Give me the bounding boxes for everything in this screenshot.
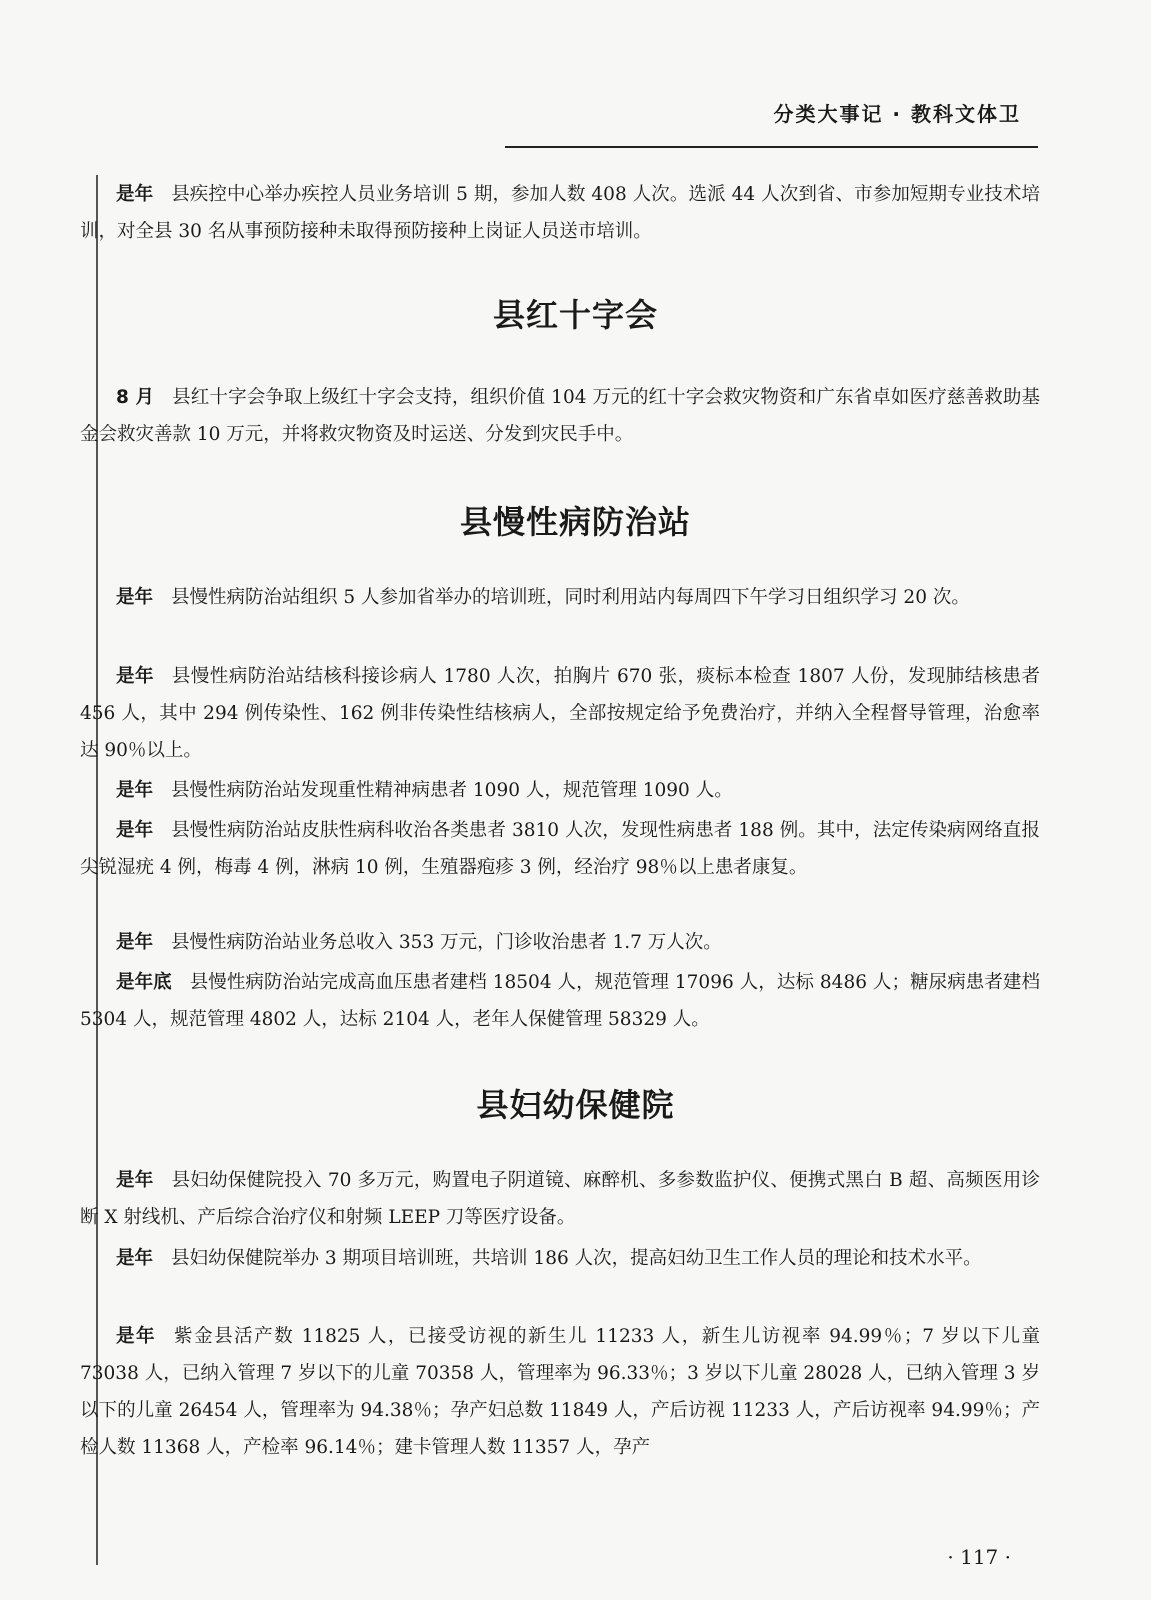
entry-date: 是年 — [116, 1248, 154, 1269]
header-rule — [505, 146, 1038, 148]
entry-date: 是年 — [116, 1326, 157, 1347]
entry-text: 县疾控中心举办疾控人员业务培训 5 期，参加人数 408 人次。选派 44 人次到省、市参加短期专业技术培训，对全县 30 名从事预防接种未取得预防接种上岗证人员送市培训。 — [80, 184, 1040, 242]
entry-text: 县妇幼保健院举办 3 期项目培训班，共培训 186 人次，提高妇幼卫生工作人员的理论和技术水平。 — [171, 1248, 982, 1269]
running-header: 分类大事记 · 教科文体卫 — [773, 102, 1021, 126]
entry-date: 是年 — [116, 1170, 154, 1191]
entry-date: 是年 — [116, 666, 154, 687]
entry-date: 是年 — [116, 587, 154, 608]
entry — [80, 1240, 1040, 1277]
entry-text: 县慢性病防治站组织 5 人参加省举办的培训班，同时利用站内每周四下午学习日组织学习 20 次。 — [171, 587, 970, 608]
entry-date: 是年 — [116, 780, 154, 801]
entry-date: 是年 — [116, 184, 154, 205]
section-title-chronic-disease-station: 县慢性病防治站 — [459, 503, 691, 541]
entry-text: 县慢性病防治站发现重性精神病患者 1090 人，规范管理 1090 人。 — [171, 780, 733, 801]
entry — [80, 658, 1040, 769]
entry-text: 县慢性病防治站完成高血压患者建档 18504 人，规范管理 17096 人，达标 8486 人；糖尿病患者建档 5304 人，规范管理 4802 人，达标 2104 人，老年人保健管理 58329 人。 — [80, 972, 1040, 1030]
entry-text: 县红十字会争取上级红十字会支持，组织价值 104 万元的红十字会救灾物资和广东省卓如医疗慈善救助基金会救灾善款 10 万元，并将救灾物资及时运送、分发到灾民手中。 — [80, 387, 1040, 445]
entry-text: 县慢性病防治站皮肤性病科收治各类患者 3810 人次，发现性病患者 188 例。其中，法定传染病网络直报尖锐湿疣 4 例，梅毒 4 例，淋病 10 例，生殖器疱疹 3 例，经治疗 98％以上患者康复。 — [80, 820, 1040, 878]
entry — [80, 772, 1040, 809]
entry — [80, 964, 1040, 1038]
entry — [80, 1162, 1040, 1236]
entry-date: 是年 — [116, 820, 154, 841]
entry — [80, 579, 1040, 616]
section-title-maternal-child-hospital: 县妇幼保健院 — [476, 1086, 675, 1124]
entry-date: 8 月 — [116, 387, 155, 408]
page-number: · 117 · — [947, 1545, 1011, 1569]
entry-text: 县慢性病防治站结核科接诊病人 1780 人次，拍胸片 670 张，痰标本检查 1807 人份，发现肺结核患者 456 人，其中 294 例传染性、162 例非传染性结核病人，全部按规定给予免费治疗，并纳入全程督导管理，治愈率达 90％以上。 — [80, 666, 1040, 761]
entry-text: 紫金县活产数 11825 人，已接受访视的新生儿 11233 人，新生儿访视率 94.99％；7 岁以下儿童 73038 人，已纳入管理 7 岁以下的儿童 70358 人，管理率为 96.33％；3 岁以下儿童 28028 人，已纳入管理 3 岁以下的儿童 26454 人，管理率为 94.38％；孕产妇总数 11849 人，产后访视 11233 人，产后访视率 94.99％；产检人数 11368 人，产检率 96.14％；建卡管理人数 11357 人，孕产 — [80, 1326, 1040, 1458]
section-title-red-cross: 县红十字会 — [492, 296, 658, 334]
entry — [80, 924, 1040, 961]
entry — [80, 379, 1040, 453]
entry — [80, 176, 1040, 250]
entry-text: 县妇幼保健院投入 70 多万元，购置电子阴道镜、麻醉机、多参数监护仪、便携式黑白 B 超、高频医用诊断 X 射线机、产后综合治疗仪和射频 LEEP 刀等医疗设备。 — [80, 1170, 1040, 1228]
entry-date: 是年 — [116, 932, 154, 953]
entry — [80, 812, 1040, 886]
entry-text: 县慢性病防治站业务总收入 353 万元，门诊收治患者 1.7 万人次。 — [171, 932, 722, 953]
entry-date: 是年底 — [116, 972, 172, 993]
entry — [80, 1318, 1040, 1466]
